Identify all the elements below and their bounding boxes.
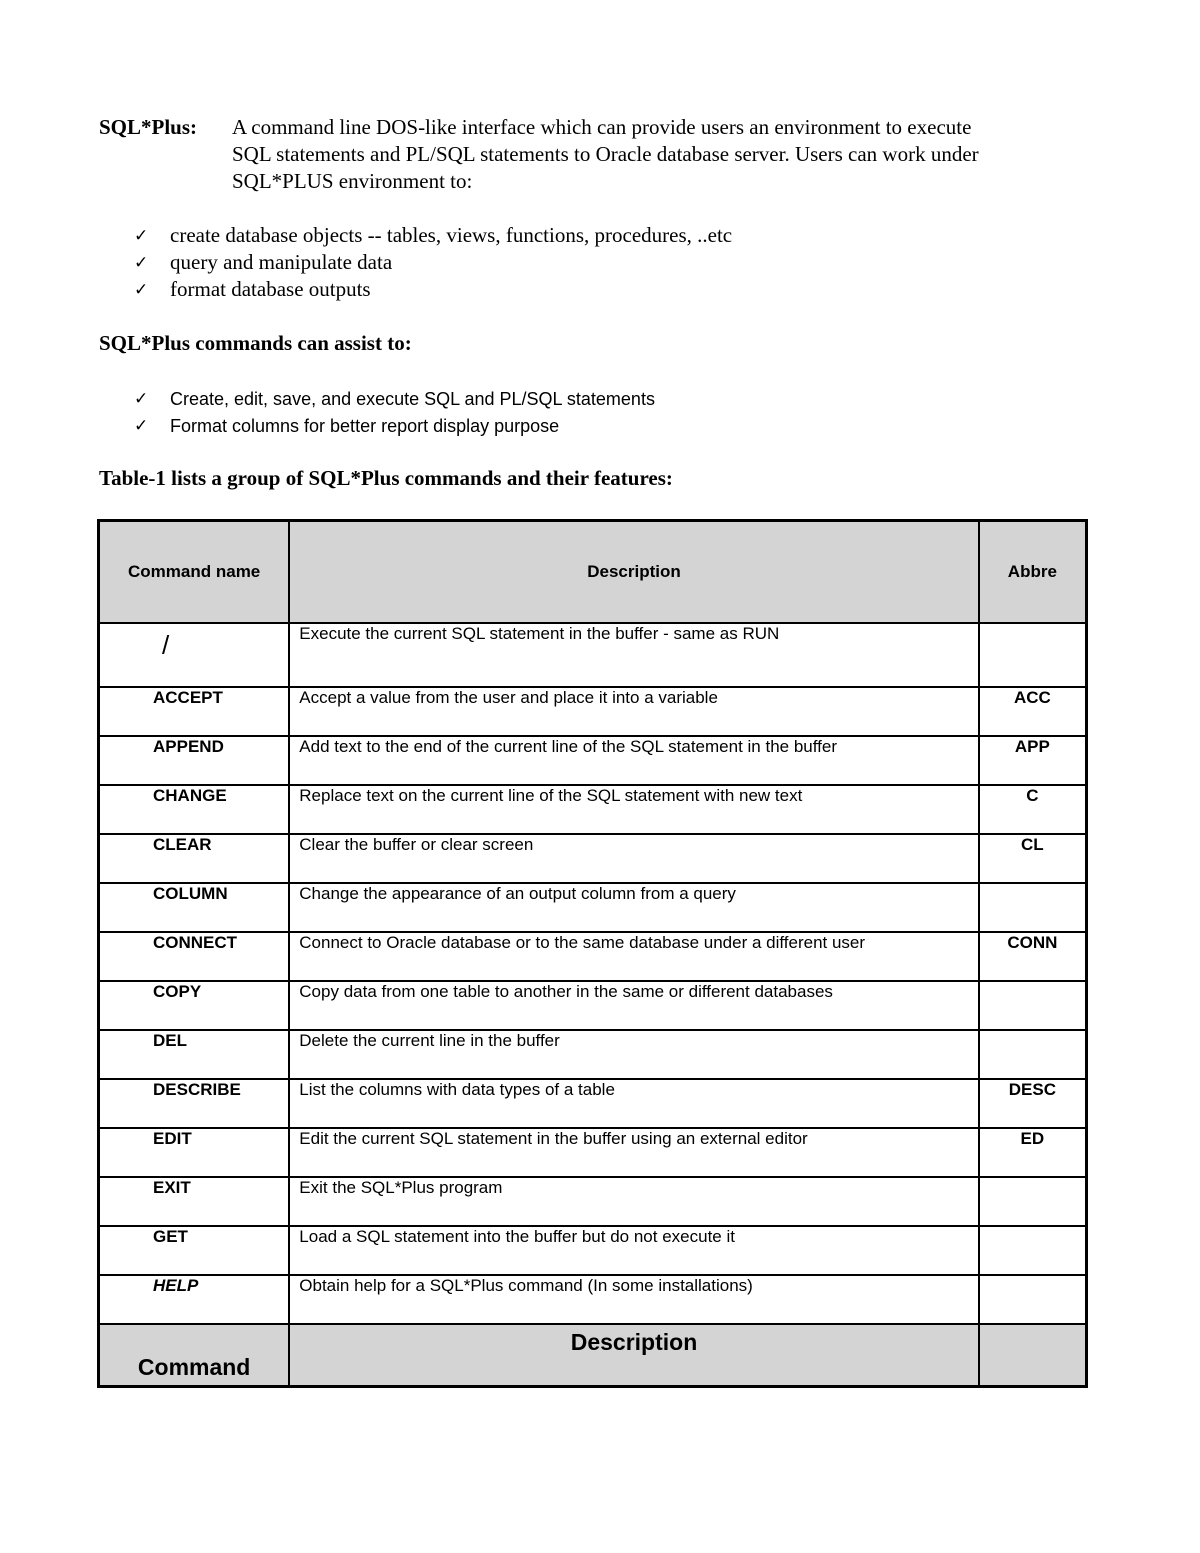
table-footer-row (99, 1324, 1087, 1387)
command-description: Accept a value from the user and place it into a variable (289, 687, 978, 736)
command-description: Clear the buffer or clear screen (289, 834, 978, 883)
list-item-text: Format columns for better report display purpose (170, 416, 560, 436)
intro-definition (232, 114, 1092, 195)
command-abbreviation (979, 1030, 1087, 1079)
command-abbreviation: ED (979, 1128, 1087, 1177)
footer-description: Description (289, 1324, 978, 1387)
command-name: DEL (99, 1030, 290, 1079)
command-description: Edit the current SQL statement in the buffer using an external editor (289, 1128, 978, 1177)
command-description: Obtain help for a SQL*Plus command (In some installations) (289, 1275, 978, 1324)
list-item-text: format database outputs (170, 277, 371, 301)
check-icon: ✓ (134, 226, 149, 246)
intro-definition-line: SQL statements and PL/SQL statements to Oracle database server. Users can work under (232, 142, 979, 166)
table-row (99, 623, 1087, 687)
table-row (99, 1226, 1087, 1275)
command-name: / (99, 623, 290, 687)
intro-term: SQL*Plus: (99, 115, 198, 139)
command-description: Delete the current line in the buffer (289, 1030, 978, 1079)
table-row (99, 736, 1087, 785)
assists-list (134, 386, 655, 440)
list-item-text: create database objects -- tables, views, functions, procedures, ..etc (170, 223, 733, 247)
command-name: GET (99, 1226, 290, 1275)
command-name: ACCEPT (99, 687, 290, 736)
command-name: APPEND (99, 736, 290, 785)
table-row (99, 687, 1087, 736)
uses-list (134, 222, 732, 303)
list-item (134, 222, 732, 249)
check-icon: ✓ (134, 416, 149, 436)
commands-table (97, 519, 1088, 1388)
list-item-text: query and manipulate data (170, 250, 393, 274)
command-abbreviation: CL (979, 834, 1087, 883)
check-icon: ✓ (134, 389, 149, 409)
command-abbreviation (979, 1226, 1087, 1275)
table-row (99, 932, 1087, 981)
list-item (134, 386, 655, 413)
table-header-row (99, 521, 1087, 624)
list-item (134, 276, 732, 303)
command-abbreviation: ACC (979, 687, 1087, 736)
table-row (99, 1177, 1087, 1226)
check-icon: ✓ (134, 253, 149, 273)
command-abbreviation (979, 623, 1087, 687)
command-abbreviation (979, 883, 1087, 932)
table-row (99, 1030, 1087, 1079)
command-abbreviation: DESC (979, 1079, 1087, 1128)
check-icon: ✓ (134, 280, 149, 300)
command-abbreviation (979, 1275, 1087, 1324)
command-name: COLUMN (99, 883, 290, 932)
header-abbreviation: Abbre (979, 521, 1087, 624)
footer-command: Command (99, 1324, 290, 1387)
command-description: Connect to Oracle database or to the same database under a different user (289, 932, 978, 981)
intro-definition-line: SQL*PLUS environment to: (232, 169, 473, 193)
command-abbreviation (979, 981, 1087, 1030)
command-description: List the columns with data types of a table (289, 1079, 978, 1128)
header-command-name: Command name (99, 521, 290, 624)
table-row (99, 1128, 1087, 1177)
command-description: Change the appearance of an output column from a query (289, 883, 978, 932)
command-abbreviation: APP (979, 736, 1087, 785)
table-row (99, 834, 1087, 883)
table-row (99, 1275, 1087, 1324)
table-row (99, 1079, 1087, 1128)
header-description: Description (289, 521, 978, 624)
command-description: Add text to the end of the current line of the SQL statement in the buffer (289, 736, 978, 785)
command-description: Execute the current SQL statement in the buffer - same as RUN (289, 623, 978, 687)
command-name: CONNECT (99, 932, 290, 981)
table-row (99, 785, 1087, 834)
table-row (99, 883, 1087, 932)
command-description: Exit the SQL*Plus program (289, 1177, 978, 1226)
list-item-text: Create, edit, save, and execute SQL and PL/SQL statements (170, 389, 655, 409)
command-name: CLEAR (99, 834, 290, 883)
command-abbreviation: CONN (979, 932, 1087, 981)
command-description: Replace text on the current line of the SQL statement with new text (289, 785, 978, 834)
command-description: Load a SQL statement into the buffer but do not execute it (289, 1226, 978, 1275)
command-name: DESCRIBE (99, 1079, 290, 1128)
list-item (134, 249, 732, 276)
intro-definition-line: A command line DOS-like interface which can provide users an environment to execute (232, 115, 972, 139)
command-name: COPY (99, 981, 290, 1030)
table-heading: Table-1 lists a group of SQL*Plus commands and their features: (99, 466, 673, 490)
command-abbreviation: C (979, 785, 1087, 834)
command-description: Copy data from one table to another in the same or different databases (289, 981, 978, 1030)
command-name: EDIT (99, 1128, 290, 1177)
command-name: HELP (99, 1275, 290, 1324)
command-name: CHANGE (99, 785, 290, 834)
list-item (134, 413, 655, 440)
commands-heading: SQL*Plus commands can assist to: (99, 331, 412, 355)
footer-abbreviation (979, 1324, 1087, 1387)
command-abbreviation (979, 1177, 1087, 1226)
table-row (99, 981, 1087, 1030)
command-name: EXIT (99, 1177, 290, 1226)
